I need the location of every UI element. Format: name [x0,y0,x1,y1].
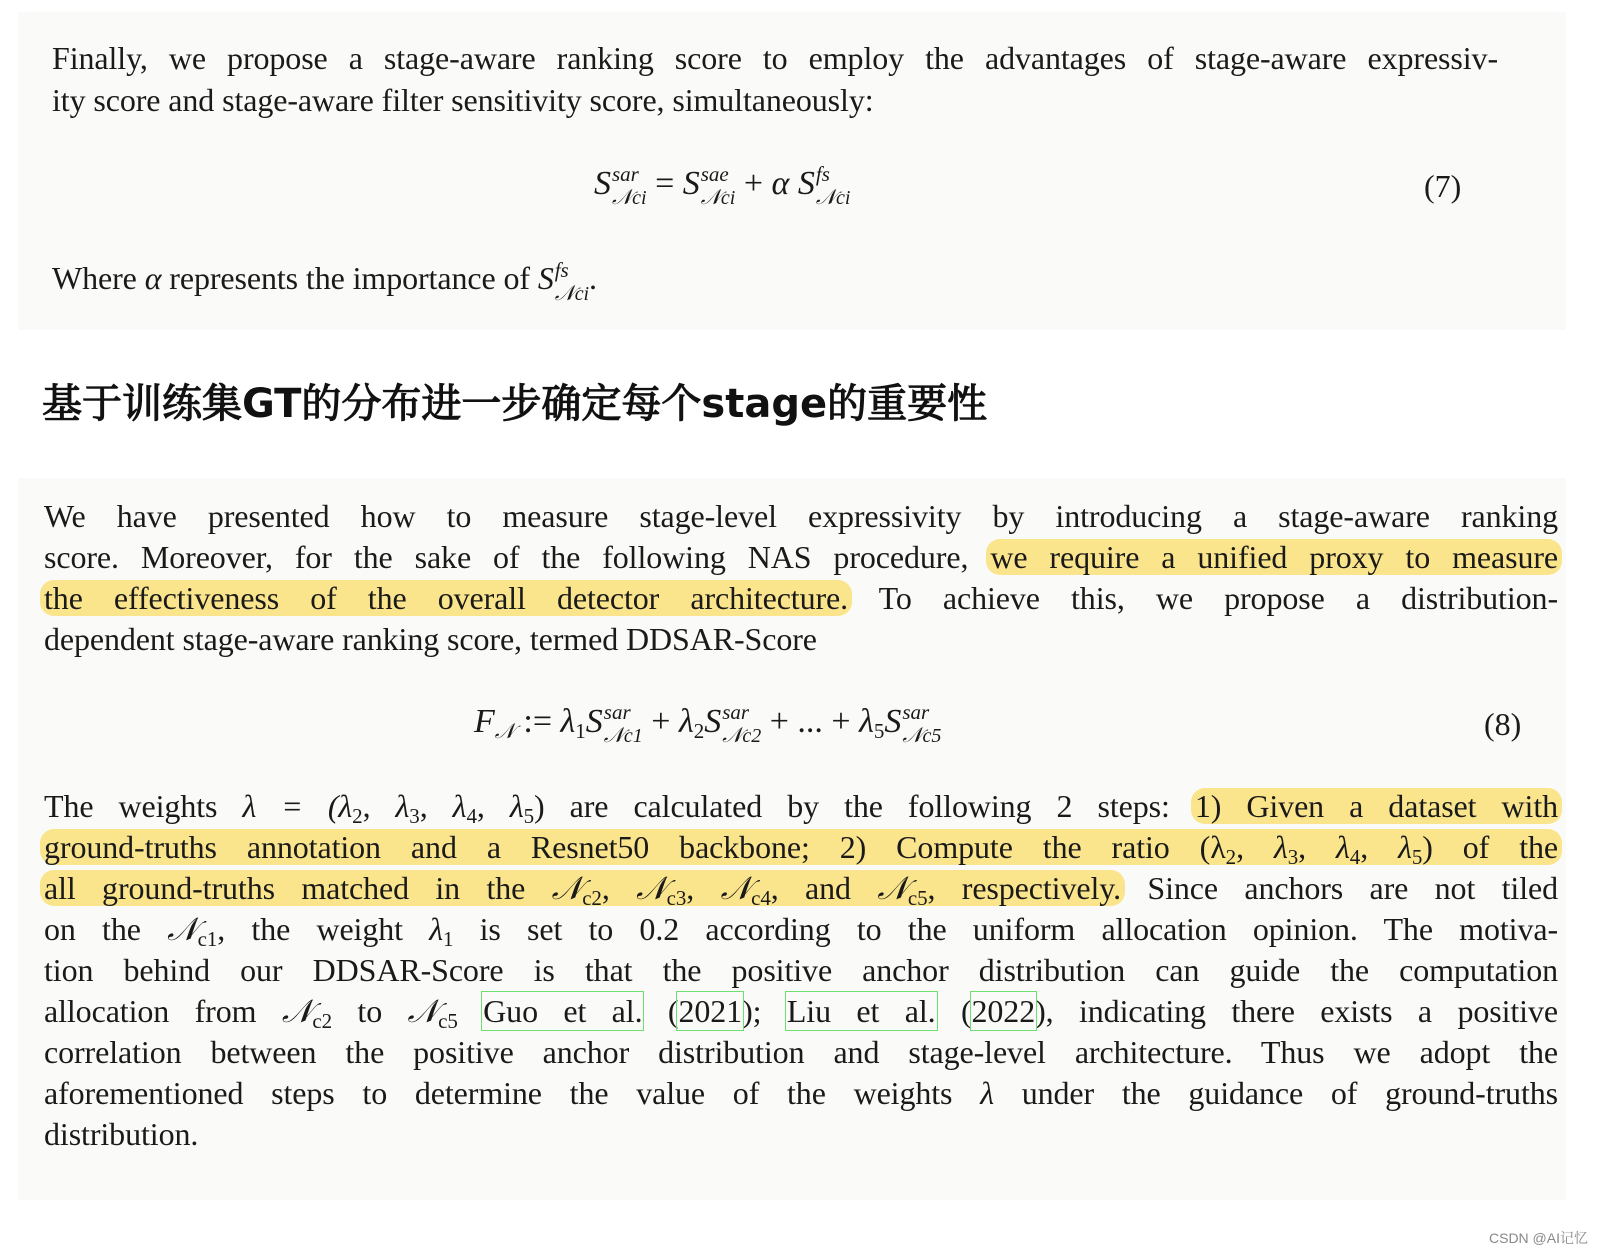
paragraph-weights-line-3: all ground-truths matched in the 𝒩$_{c2}$, 𝒩$_{c3}$, 𝒩$_{c4}$, and 𝒩$_{c5}$, respectively. Since anchors are not tiled [44,868,1558,908]
citation-liu-year-link[interactable]: 2022 [971,993,1036,1029]
watermark: CSDN @AI记忆 [1489,1230,1588,1246]
paragraph-presented-line-3: the effectiveness of the overall detector architecture. To achieve this, we propose a distribution- [44,578,1558,618]
equation-7: S sar 𝒩ci = S sae 𝒩ci + α S fs 𝒩ci [594,162,851,210]
paragraph-final-line-2: ity score and stage-aware filter sensitivity score, simultaneously: [52,82,874,118]
citation-guo-year-link[interactable]: 2021 [678,993,743,1029]
paragraph-weights-line-9: distribution. [44,1116,199,1152]
paragraph-presented-line-2: score. Moreover, for the sake of the following NAS procedure, we require a unified proxy to measure [44,537,1558,577]
paragraph-final-line-1: Finally, we propose a stage-aware ranking score to employ the advantages of stage-aware expressiv- [52,40,1498,76]
section-note-heading: 基于训练集GT的分布进一步确定每个stage的重要性 [42,381,988,427]
equation-7-number: (7) [1424,168,1462,204]
equation-8: $F_𝒩$ := $\lambda_1S$ sar 𝒩c1 + $\lambda_2S$ sar 𝒩c2 + ... + $\lambda_5S$ sar 𝒩c5 [474,700,942,748]
highlight-step-1: 1) Given a dataset with [1191,788,1562,824]
highlight-unified-proxy: we require a unified proxy to measure [986,539,1562,575]
citation-liu-link[interactable]: Liu et al. [786,993,936,1029]
highlight-effectiveness: the effectiveness of the overall detector architecture. [40,580,852,616]
highlight-step-2: ground-truths annotation and a Resnet50 backbone; 2) Compute the ratio ($\lambda_2$, $\lambda_3$, $\lambda_4$, $\lambda_5$) of the [40,829,1562,865]
equation-8-number: (8) [1484,706,1522,742]
paragraph-weights-line-7: correlation between the positive anchor distribution and stage-level architecture. Thus we adopt the [44,1034,1558,1070]
paragraph-weights-line-2 [44,827,1558,867]
paragraph-presented-line-1: We have presented how to measure stage-level expressivity by introducing a stage-aware ranking [44,498,1558,534]
paragraph-weights-line-8: aforementioned steps to determine the value of the weights λ under the guidance of ground-truths [44,1075,1558,1111]
citation-guo-link[interactable]: Guo et al. [483,993,643,1029]
highlight-matched-stages: all ground-truths matched in the 𝒩$_{c2}$, 𝒩$_{c3}$, 𝒩$_{c4}$, and 𝒩$_{c5}$, respectively. [40,870,1125,906]
paragraph-weights-line-4: on the 𝒩$_{c1}$, the weight $\lambda_1$ is set to 0.2 according to the uniform allocation opinion. The motiva- [44,910,1559,951]
paragraph-weights-line-5: tion behind our DDSAR-Score is that the positive anchor distribution can guide the computation [44,952,1558,988]
where-alpha-line: Where α represents the importance of S fs 𝒩ci . [52,257,597,305]
paragraph-weights-line-6: allocation from 𝒩$_{c2}$ to 𝒩$_{c5}$ Guo et al. (2021); Liu et al. (2022), indicating there exists a positive [44,992,1558,1033]
paragraph-presented-line-4: dependent stage-aware ranking score, termed DDSAR-Score [44,621,817,657]
paragraph-weights-line-1: The weights $\lambda = (\lambda_2$, $\lambda_3$, $\lambda_4$, $\lambda_5$) are calculated by the following 2 steps: 1) Given a dataset with [44,786,1558,826]
